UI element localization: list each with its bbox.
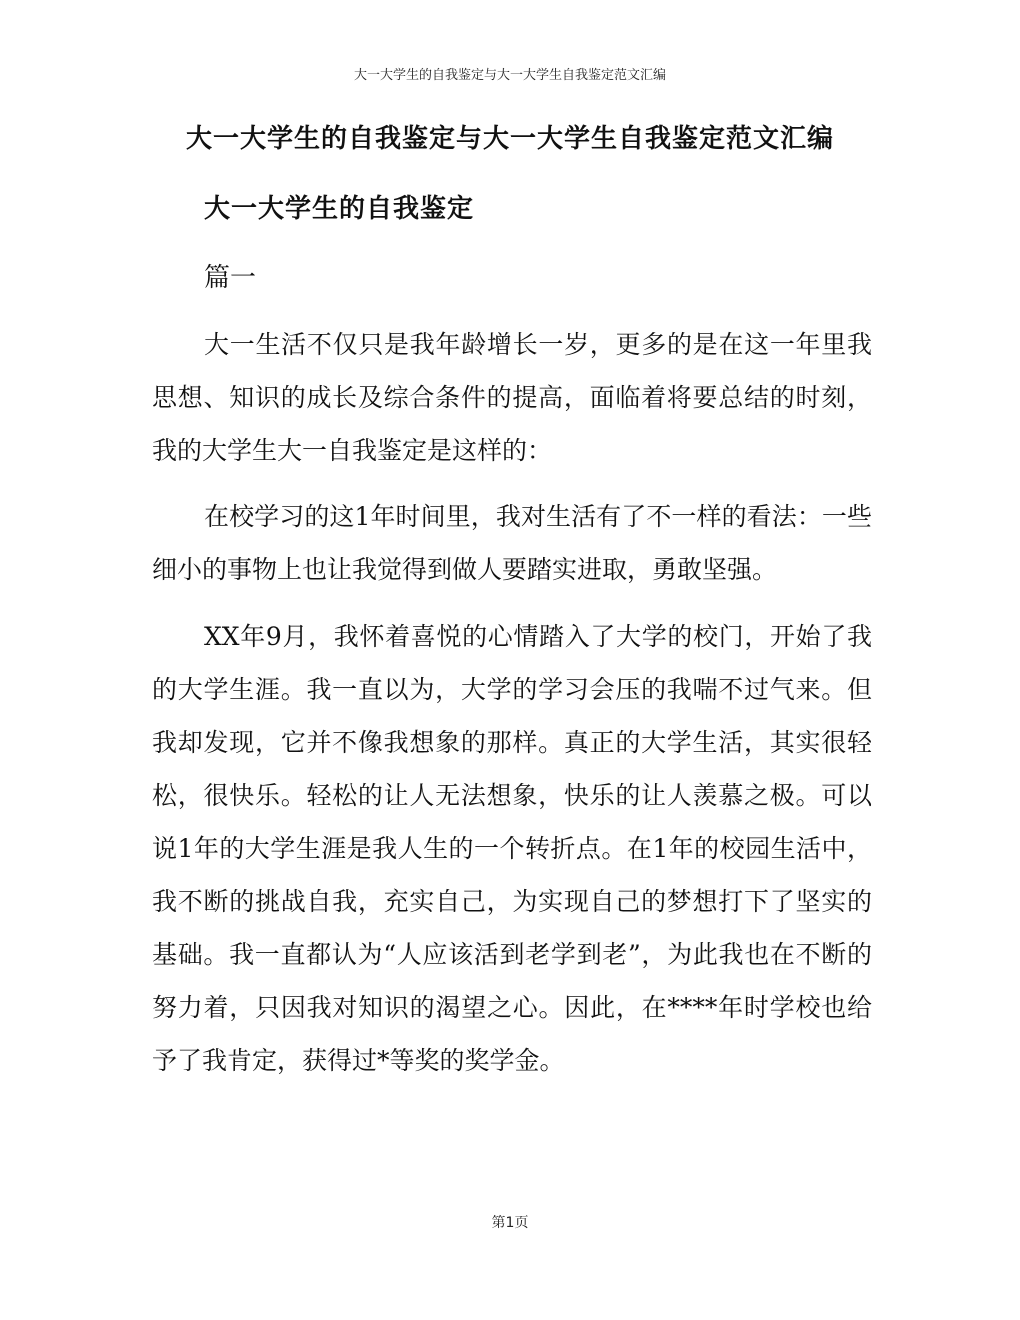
document-title: 大一大学生的自我鉴定与大一大学生自我鉴定范文汇编: [185, 124, 834, 154]
part-label: 篇一: [204, 263, 257, 293]
body-paragraph-block-1: [152, 318, 872, 491]
section-heading: 大一大学生的自我鉴定: [204, 194, 475, 224]
paragraph: 在校学习的这1年时间里，我对生活有了不一样的看法：一些细小的事物上也让我觉得到做人要踏实进取，勇敢坚强。: [152, 502, 872, 584]
running-header: 大一大学生的自我鉴定与大一大学生自我鉴定范文汇编: [353, 68, 666, 83]
paragraph: XX年9月，我怀着喜悦的心情踏入了大学的校门，开始了我的大学生涯。我一直以为，大学的学习会压的我喘不过气来。但我却发现，它并不像我想象的那样。真正的大学生活，其实很轻松，很快乐。轻松的让人无法想象，快乐的让人羡慕之极。可以说1年的大学生涯是我人生的一个转折点。在1年的校园生活中，我不断的挑战自我，充实自己，为实现自己的梦想打下了坚实的基础。我一直都认为“人应该活到老学到老”，为此我也在不断的努力着，只因我对知识的渴望之心。因此，在****年时学校也给予了我肯定，获得过*等奖的奖学金。: [152, 622, 872, 1075]
body-paragraph-block-2: [152, 490, 872, 610]
paragraph: 大一生活不仅只是我年龄增长一岁，更多的是在这一年里我思想、知识的成长及综合条件的提高，面临着将要总结的时刻，我的大学生大一自我鉴定是这样的：: [152, 330, 872, 465]
body-paragraph-block-3: [152, 610, 872, 1101]
page-number: 第1页: [491, 1215, 529, 1231]
